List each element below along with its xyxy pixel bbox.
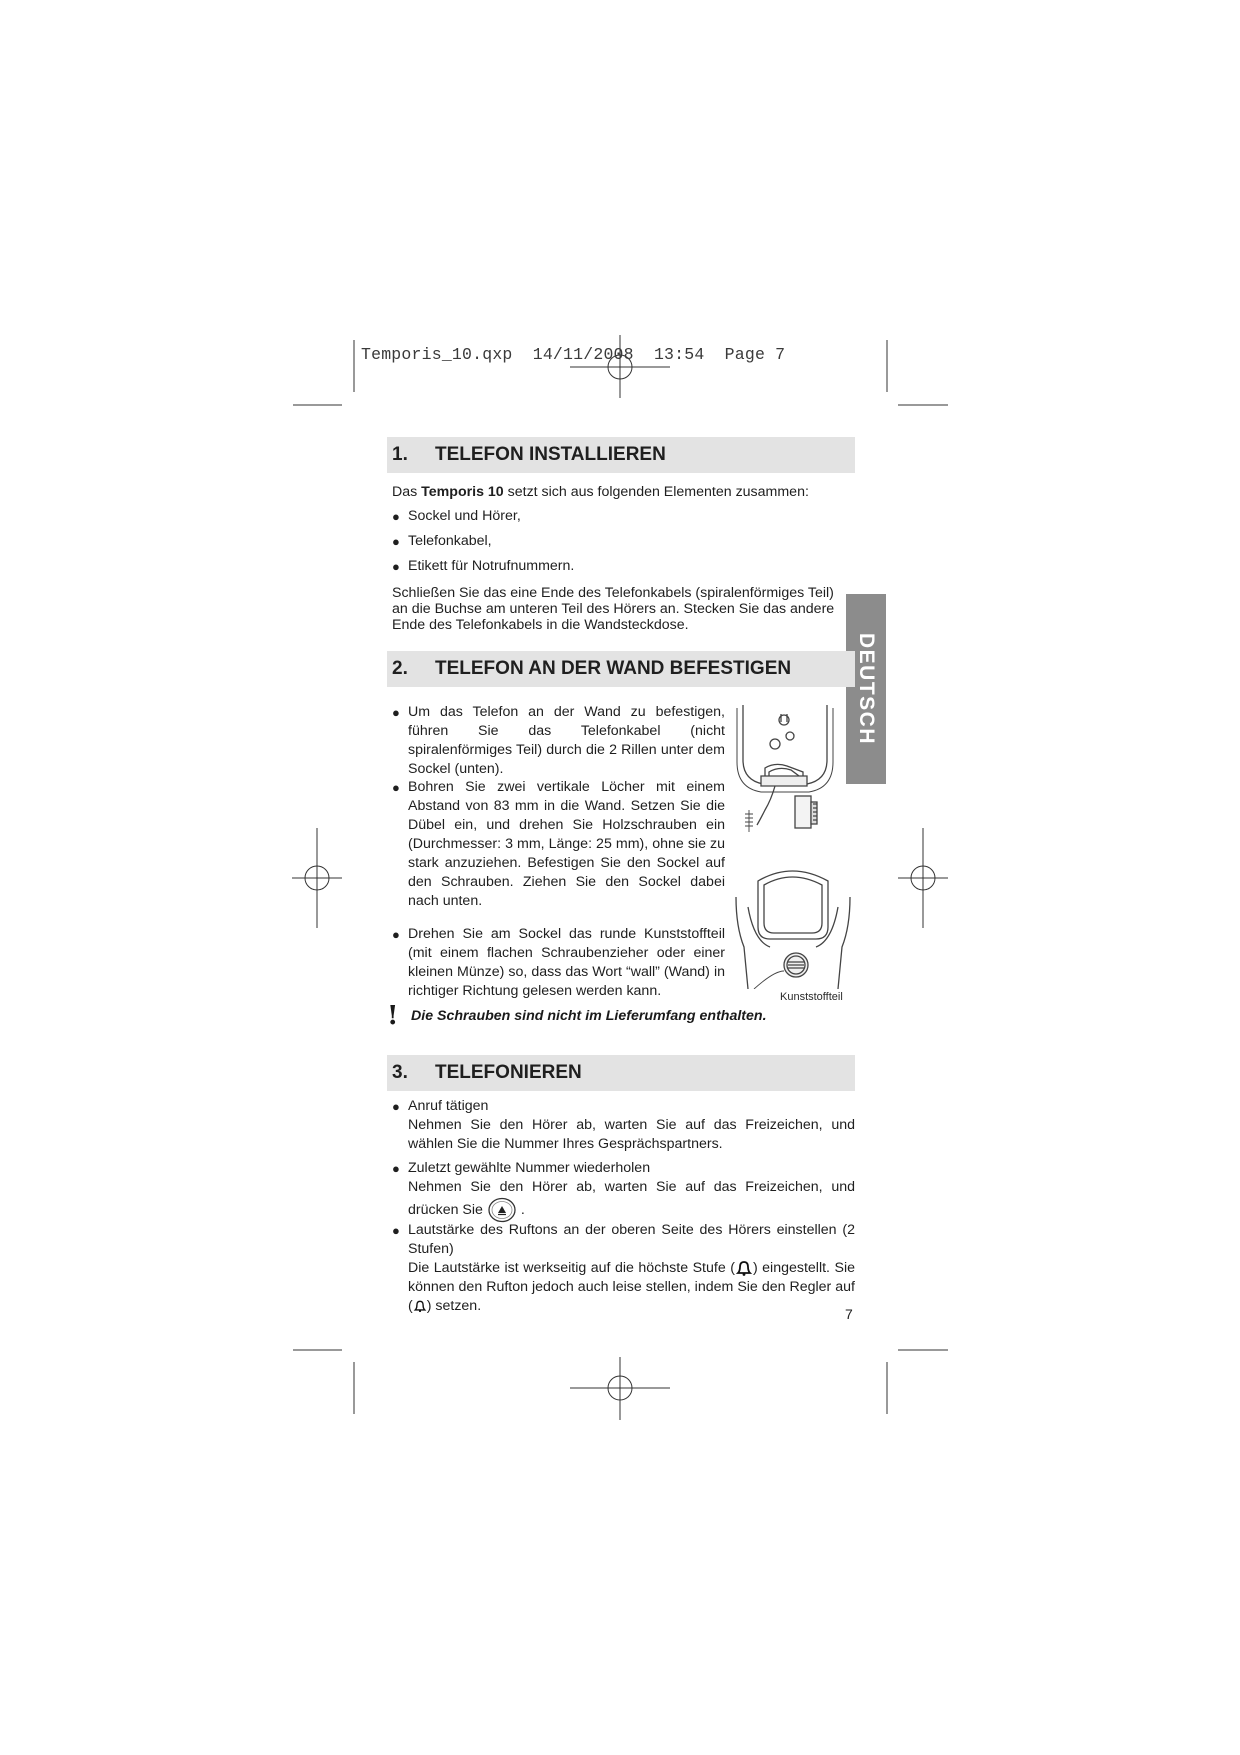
list-item [387, 532, 855, 551]
exclamation-icon: ! [387, 1001, 399, 1031]
section-1-paragraph [392, 585, 862, 633]
bullet-icon: ● [392, 927, 400, 942]
section-2-title: TELEFON AN DER WAND BEFESTIGEN [435, 658, 792, 679]
intro-suffix: setzt sich aus folgenden Elementen zusammen: [503, 484, 809, 500]
item-text: Nehmen Sie den Hörer ab, warten Sie auf das Freizeichen, und wählen Sie die Nummer Ihres Gesprächspartners. [408, 1117, 855, 1152]
item-title: Anruf tätigen [408, 1098, 489, 1114]
section-1-intro [392, 483, 855, 502]
section-3-item-3 [387, 1221, 855, 1316]
bullet-text: Um das Telefon an der Wand zu befestigen, führen Sie das Telefonkabel (nicht spiralenförmiges Teil) durch die 2 Rillen unter dem Sockel (unten). [408, 704, 725, 777]
section-2-bullet-1 [387, 703, 725, 779]
bell-quiet-icon [413, 1299, 427, 1313]
language-tab-label: DEUTSCH [855, 632, 878, 745]
list-item [387, 507, 855, 526]
list-item-text: Sockel und Hörer, [408, 508, 521, 524]
section-3-item-1 [387, 1097, 855, 1154]
paragraph-line: an die Buchse am unteren Teil des Hörers an. Stecken Sie das andere [392, 601, 835, 617]
bullet-icon: ● [392, 509, 400, 524]
list-item-text: Telefonkabel, [408, 533, 492, 549]
section-3-header [387, 1055, 855, 1091]
section-1-number: 1. [392, 444, 408, 465]
bullet-icon: ● [392, 705, 400, 720]
section-2-bullet-2 [387, 778, 725, 911]
section-1-header [387, 437, 855, 473]
section-3-item-2 [387, 1159, 855, 1223]
product-name: Temporis 10 [421, 484, 504, 500]
item-text-prefix: drücken Sie [408, 1201, 483, 1218]
page-number: 7 [845, 1306, 853, 1322]
redial-button-icon [487, 1197, 517, 1223]
illustration-caption: Kunststoffteil [780, 991, 843, 1003]
warning-note [387, 1001, 857, 1031]
item-title: Lautstärke des Ruftons an der oberen Seite des Hörers einstellen (2 Stufen) [408, 1222, 855, 1257]
item-text-suffix: . [520, 1201, 525, 1218]
section-2-bullet-3 [387, 925, 725, 1001]
item-title: Zuletzt gewählte Nummer wiederholen [408, 1160, 651, 1176]
section-3-title: TELEFONIEREN [435, 1062, 582, 1083]
list-item [387, 557, 855, 576]
list-item-text: Etikett für Notrufnummern. [408, 558, 575, 574]
bullet-icon: ● [392, 534, 400, 549]
bell-loud-icon [735, 1259, 753, 1277]
section-1-title: TELEFON INSTALLIEREN [435, 444, 666, 465]
item-text-part: Die Lautstärke ist werkseitig auf die höchste Stufe ( [408, 1260, 735, 1276]
bullet-icon: ● [392, 1099, 400, 1114]
item-text-part: ) eingestellt. Sie können den Rufton jedoch auch leise stellen, indem Sie den Regler auf ( [408, 1260, 855, 1314]
section-2-number: 2. [392, 658, 408, 679]
phone-front-illustration [734, 867, 852, 989]
bullet-icon: ● [392, 1223, 400, 1238]
paragraph-line: Ende des Telefonkabels in die Wandsteckdose. [392, 617, 689, 633]
bullet-icon: ● [392, 559, 400, 574]
bullet-text: Drehen Sie am Sockel das runde Kunststoffteil (mit einem flachen Schraubenzieher oder einer kleinen Münze) so, dass das Wort “wall” (Wand) in richtiger Richtung gelesen werden kann. [408, 926, 725, 999]
warning-text: Die Schrauben sind nicht im Lieferumfang enthalten. [411, 1008, 767, 1024]
section-2-header [387, 651, 855, 687]
section-3-number: 3. [392, 1062, 408, 1083]
paragraph-line: Schließen Sie das eine Ende des Telefonkabels (spiralenförmiges Teil) [392, 585, 834, 601]
bullet-text: Bohren Sie zwei vertikale Löcher mit einem Abstand von 83 mm in die Wand. Setzen Sie die Dübel ein, und drehen Sie Holzschrauben ein (Durchmesser: 3 mm, Länge: 25 mm), ohne sie zu stark anzuziehen. Befestigen Sie den Sockel auf den Schrauben. Ziehen Sie den Sockel dabei nach unten. [408, 779, 725, 909]
intro-prefix: Das [392, 484, 422, 500]
bullet-icon: ● [392, 780, 400, 795]
bullet-icon: ● [392, 1161, 400, 1176]
phone-base-underside-illustration [735, 700, 835, 845]
section-1-list [387, 507, 855, 576]
item-text: Nehmen Sie den Hörer ab, warten Sie auf das Freizeichen, und [408, 1179, 855, 1195]
file-slug: Temporis_10.qxp 14/11/2008 13:54 Page 7 [361, 345, 786, 364]
item-text-part: ) setzen. [426, 1298, 482, 1314]
